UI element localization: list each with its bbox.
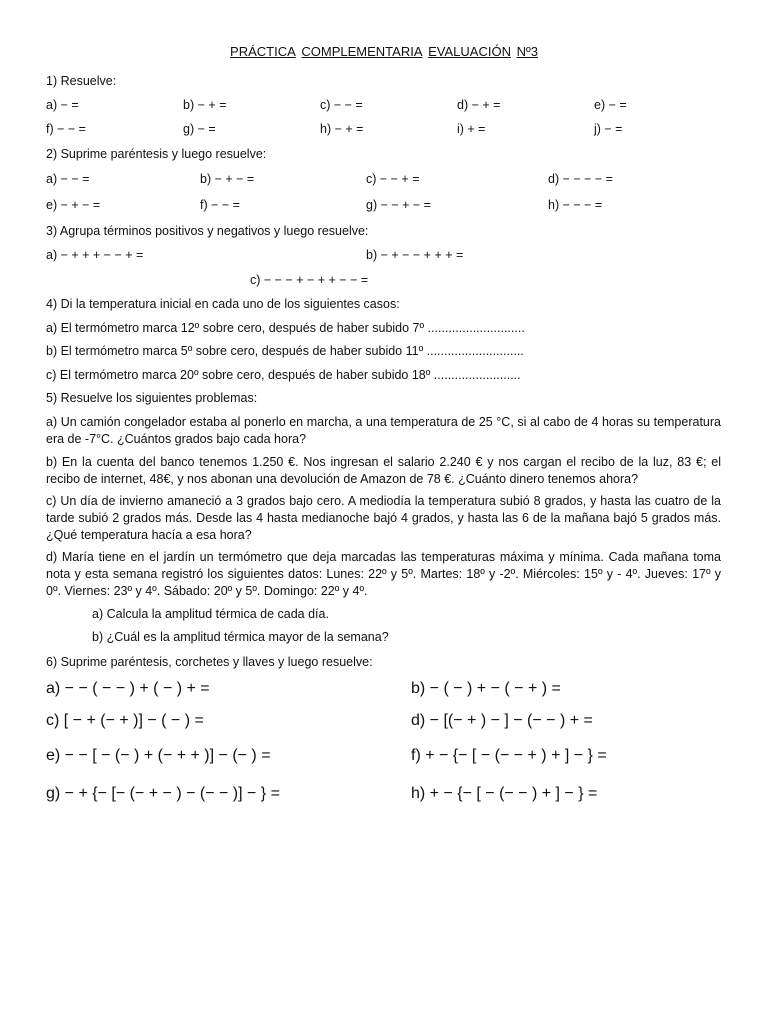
exercise-2h: h) − − − = — [548, 198, 603, 212]
exercise-2d: d) − − − − = — [548, 172, 613, 186]
section-5-heading: 5) Resuelve los siguientes problemas: — [46, 391, 258, 405]
problem-5a: a) Un camión congelador estaba al ponerlo en marcha, a una temperatura de 25 °C, si al cabo de 4 horas su temperatura era de -7°C. ¿Cuántos grados bajo cada hora? — [46, 415, 721, 446]
exercise-1h: h) − + = — [320, 122, 364, 136]
section-4-heading: 4) Di la temperatura inicial en cada uno de los siguientes casos: — [46, 297, 400, 311]
problem-5d-part-a: a) Calcula la amplitud térmica de cada día. — [92, 607, 329, 621]
exercise-2f: f) − − = — [200, 198, 240, 212]
exercise-6b: b) − ( − ) + − ( − + ) = — [411, 680, 561, 697]
exercise-6c: c) [ − + (− + )] − ( − ) = — [46, 712, 204, 729]
exercise-6h: h) + − {− [ − (− − ) + ] − } = — [411, 785, 598, 802]
exercise-6e: e) − − [ − (− ) + (− + + )] − (− ) = — [46, 747, 271, 764]
exercise-3c: c) − − − + − + + − − = — [250, 273, 369, 287]
exercise-1d: d) − + = — [457, 98, 501, 112]
problem-5d: d) María tiene en el jardín un termómetro que deja marcadas las temperaturas máxima y mínima. Cada mañana toma nota y esta semana registró los siguientes datos: Lunes: 22º y 5º. Martes: 18º y -2º. Miércoles: 15º y - 4º. Jueves: 17º y 0º. Viernes: 23º y 4º. Sábado: 20º y 5º. Domingo: 22º y 4º. — [46, 550, 721, 598]
exercise-6d: d) − [(− + ) − ] − (− − ) + = — [411, 712, 593, 729]
problem-5b: b) En la cuenta del banco tenemos 1.250 €. Nos ingresan el salario 2.240 € y nos cargan el recibo de la luz, 83 €; el recibo de internet, 48€, y nos abonan una devolución de Amazon de 78 €. ¿Cuánto dinero tenemos ahora? — [46, 455, 721, 486]
problem-5d-part-b: b) ¿Cuál es la amplitud térmica mayor de la semana? — [92, 630, 389, 644]
title-word: COMPLEMENTARIA — [301, 44, 423, 59]
exercise-6f: f) + − {− [ − (− − + ) + ] − } = — [411, 747, 607, 764]
exercise-2c: c) − − + = — [366, 172, 420, 186]
section-6-heading: 6) Suprime paréntesis, corchetes y llaves y luego resuelve: — [46, 655, 373, 669]
exercise-4b: b) El termómetro marca 5º sobre cero, después de haber subido 11º ............................ — [46, 344, 524, 358]
exercise-1e: e) − = — [594, 98, 627, 112]
exercise-1c: c) − − = — [320, 98, 363, 112]
exercise-1f: f) − − = — [46, 122, 86, 136]
exercise-6a: a) − − ( − − ) + ( − ) + = — [46, 680, 210, 697]
exercise-2g: g) − − + − = — [366, 198, 431, 212]
section-2-heading: 2) Suprime paréntesis y luego resuelve: — [46, 147, 267, 161]
exercise-2b: b) − + − = — [200, 172, 255, 186]
page-title — [0, 44, 768, 59]
exercise-3b: b) − + − − + + + = — [366, 248, 464, 262]
exercise-6g: g) − + {− [− (− + − ) − (− − )] − } = — [46, 785, 280, 802]
exercise-2a: a) − − = — [46, 172, 90, 186]
exercise-1g: g) − = — [183, 122, 216, 136]
exercise-1b: b) − + = — [183, 98, 227, 112]
exercise-3a: a) − + + + − − + = — [46, 248, 144, 262]
title-word: EVALUACIÓN — [428, 44, 511, 59]
problem-5c: c) Un día de invierno amaneció a 3 grados bajo cero. A mediodía la temperatura subió 8 grados, y hasta las cuatro de la tarde subió 2 grados más. Desde las 4 hasta medianoche bajó 4 grados, y hasta las 6 de la mañana bajó 5 grados más. ¿Qué temperatura hacía a esa hora? — [46, 494, 721, 542]
exercise-4a: a) El termómetro marca 12º sobre cero, después de haber subido 7º ............................ — [46, 321, 525, 335]
exercise-2e: e) − + − = — [46, 198, 101, 212]
exercise-1j: j) − = — [594, 122, 623, 136]
title-word: PRÁCTICA — [230, 44, 296, 59]
section-3-heading: 3) Agrupa términos positivos y negativos y luego resuelve: — [46, 224, 369, 238]
exercise-1a: a) − = — [46, 98, 79, 112]
title-word: Nº3 — [516, 44, 538, 59]
exercise-4c: c) El termómetro marca 20º sobre cero, después de haber subido 18º ......................... — [46, 368, 521, 382]
exercise-1i: i) + = — [457, 122, 486, 136]
section-1-heading: 1) Resuelve: — [46, 74, 117, 88]
